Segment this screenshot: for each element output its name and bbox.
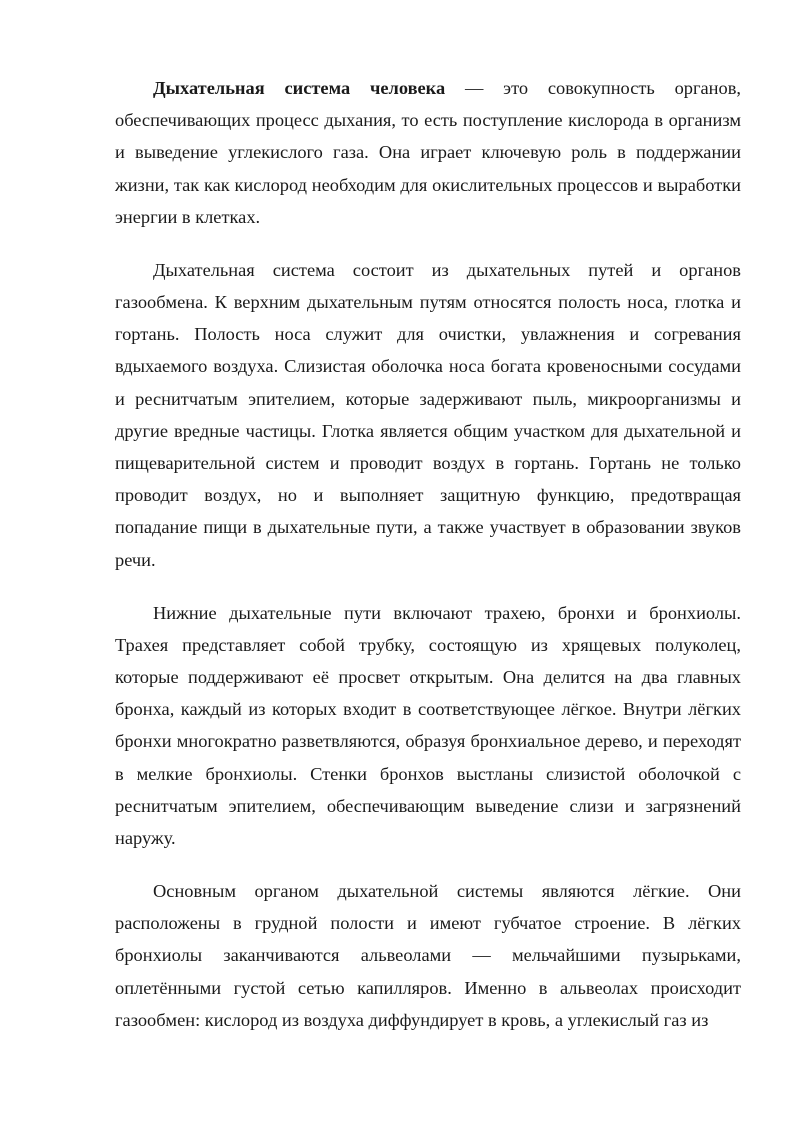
document-body [115, 72, 741, 1036]
paragraph-term: Дыхательная система человека [153, 78, 446, 98]
paragraph-lungs: Основным органом дыхательной системы являются лёгкие. Они расположены в грудной полости и имеют губчатое строение. В лёгких бронхиолы заканчиваются альвеолами — мельчайшими пузырьками, оплетёнными густой сетью капилляров. Именно в альвеолах происходит газообмен: кислород из воздуха диффундирует в кровь, а углекислый газ из [115, 881, 741, 1030]
paragraph-lower-airways: Нижние дыхательные пути включают трахею, бронхи и бронхиолы. Трахея представляет собой трубку, состоящую из хрящевых полуколец, которые поддерживают её просвет открытым. Она делится на два главных бронха, каждый из которых входит в соответствующее лёгкое. Внутри лёгких бронхи многократно разветвляются, образуя бронхиальное дерево, и переходят в мелкие бронхиолы. Стенки бронхов выстланы слизистой оболочкой с реснитчатым эпителием, обеспечивающим выведение слизи и загрязнений наружу. [115, 602, 741, 849]
paragraph-intro [115, 72, 741, 233]
paragraph-upper-airways: Дыхательная система состоит из дыхательных путей и органов газообмена. К верхним дыхательным путям относятся полость носа, глотка и гортань. Полость носа служит для очистки, увлажнения и согревания вдыхаемого воздуха. Слизистая оболочка носа богата кровеносными сосудами и реснитчатым эпителием, которые задерживают пыль, микроорганизмы и другие вредные частицы. Глотка является общим участком для дыхательной и пищеварительной систем и проводит воздух в гортань. Гортань не только проводит воздух, но и выполняет защитную функцию, предотвращая попадание пищи в дыхательные пути, а также участвует в образовании звуков речи. [115, 259, 741, 570]
paragraph-text: — это совокупность органов, обеспечивающих процесс дыхания, то есть поступление кислорода в организм и выведение углекислого газа. Она играет ключевую роль в поддержании жизни, так как кислород необходим для окислительных процессов и выработки энергии в клетках. [115, 78, 741, 227]
